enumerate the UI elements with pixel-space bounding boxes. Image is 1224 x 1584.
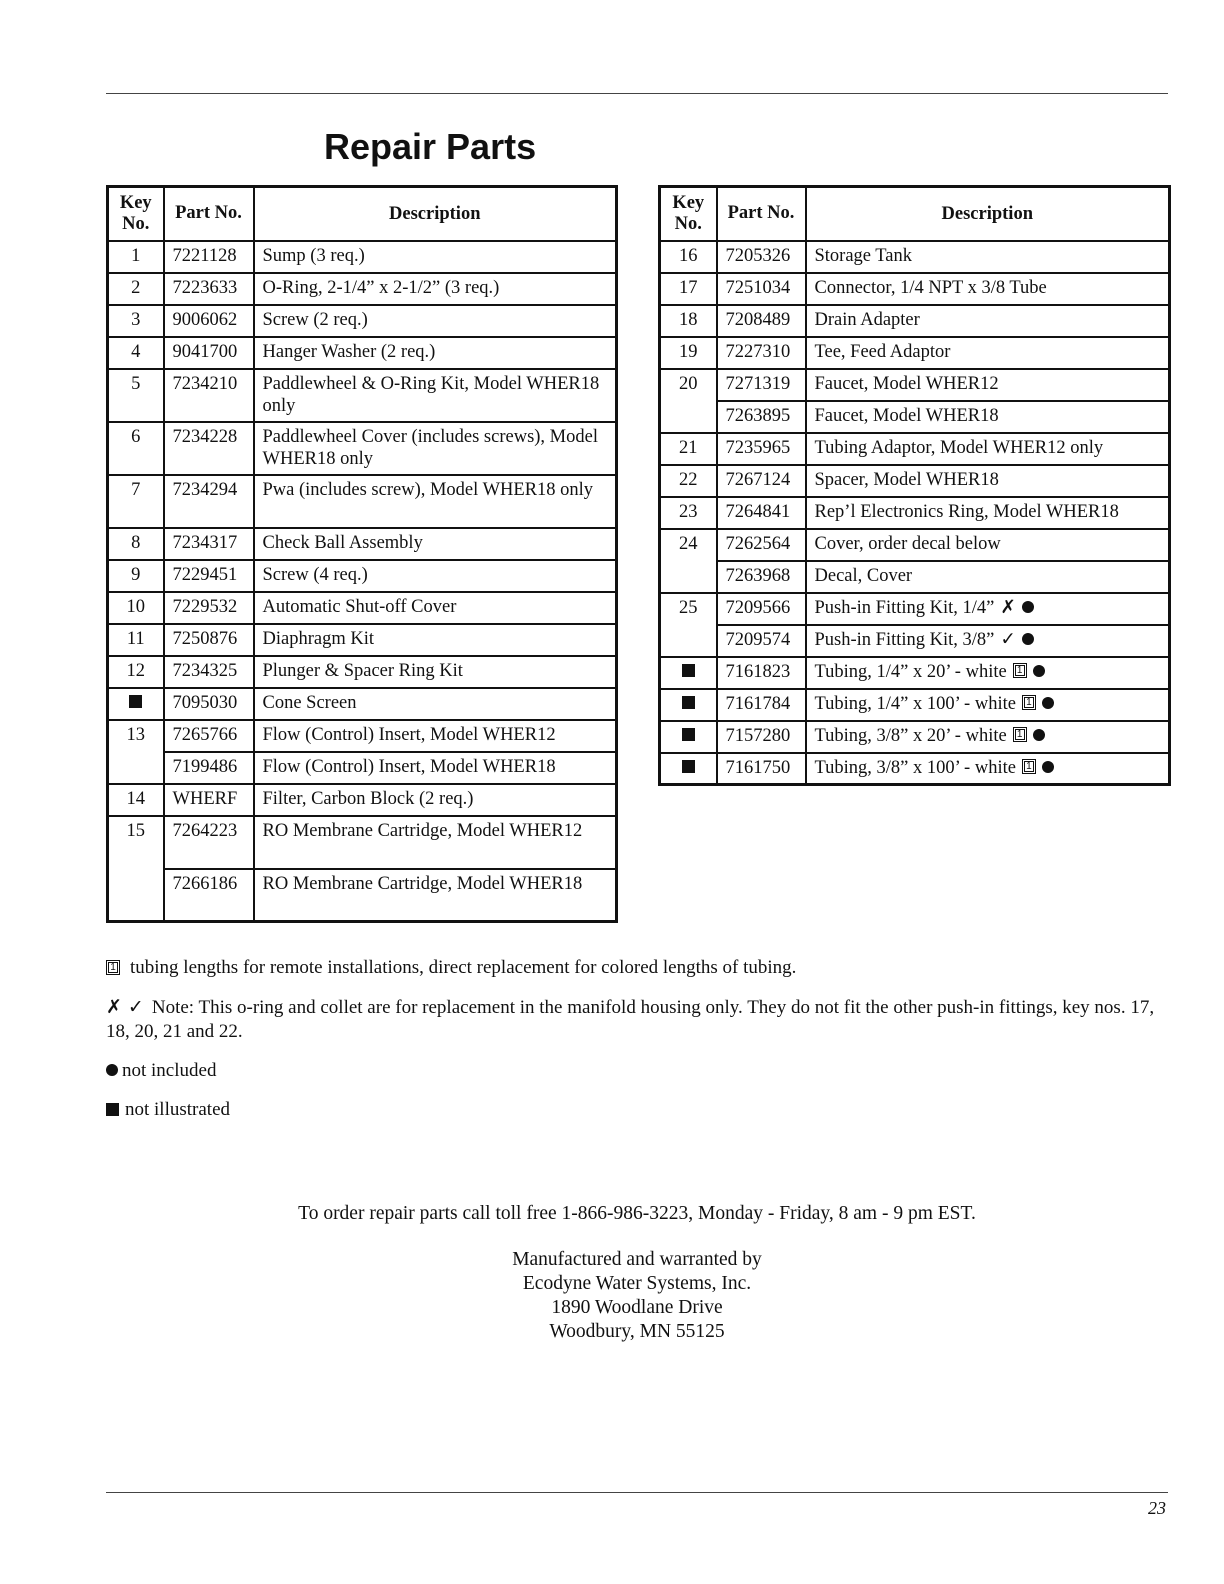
table-row xyxy=(108,624,617,656)
not-illustrated-square-icon xyxy=(129,695,142,708)
not-illustrated-square-icon xyxy=(682,728,695,741)
manufacturer-line: Woodbury, MN 55125 xyxy=(549,1321,725,1342)
part-cell: 7229451 xyxy=(164,560,254,592)
description-cell: Automatic Shut-off Cover xyxy=(254,592,617,624)
part-cell: 7209566 xyxy=(717,593,806,625)
key-cell: 9 xyxy=(108,560,164,592)
part-cell: 7234228 xyxy=(164,422,254,475)
table-row xyxy=(108,337,617,369)
description-cell: Drain Adapter xyxy=(806,305,1170,337)
description-cell: Connector, 1/4 NPT x 3/8 Tube xyxy=(806,273,1170,305)
description-cell: Sump (3 req.) xyxy=(254,241,617,273)
table-row xyxy=(660,529,1170,561)
not-illustrated-square-icon xyxy=(682,696,695,709)
boxed-one-icon: 1 xyxy=(1013,727,1027,742)
top-rule xyxy=(106,93,1168,94)
part-cell: 7161750 xyxy=(717,753,806,785)
description-cell: Check Ball Assembly xyxy=(254,528,617,560)
part-cell: 7262564 xyxy=(717,529,806,561)
part-cell: 7264223 xyxy=(164,816,254,869)
key-cell: 16 xyxy=(660,241,717,273)
description-cell: Flow (Control) Insert, Model WHER12 xyxy=(254,720,617,752)
not-illustrated-square-icon xyxy=(682,664,695,677)
description-cell xyxy=(806,753,1170,785)
part-cell: 7205326 xyxy=(717,241,806,273)
manufacturer-line: Ecodyne Water Systems, Inc. xyxy=(522,1273,752,1294)
description-cell: Plunger & Spacer Ring Kit xyxy=(254,656,617,688)
description-cell: Faucet, Model WHER18 xyxy=(806,401,1170,433)
not-included-dot-icon xyxy=(1033,729,1045,741)
header-description: Description xyxy=(254,187,617,241)
not-illustrated-square-icon xyxy=(106,1103,119,1116)
part-cell: 7234317 xyxy=(164,528,254,560)
table-row xyxy=(108,241,617,273)
description-cell: RO Membrane Cartridge, Model WHER12 xyxy=(254,816,617,869)
key-cell: 13 xyxy=(108,720,164,784)
header-key: Key No. xyxy=(108,187,164,241)
key-cell: 11 xyxy=(108,624,164,656)
note-not-included xyxy=(106,1059,1170,1083)
key-cell: 17 xyxy=(660,273,717,305)
parts-table-left xyxy=(106,185,618,923)
part-cell: 9006062 xyxy=(164,305,254,337)
description-cell: Cone Screen xyxy=(254,688,617,720)
key-cell: 6 xyxy=(108,422,164,475)
key-cell: 14 xyxy=(108,784,164,816)
table-row xyxy=(108,869,617,922)
part-cell: 7229532 xyxy=(164,592,254,624)
key-cell: 15 xyxy=(108,816,164,922)
table-row xyxy=(660,689,1170,721)
part-cell: 7161823 xyxy=(717,657,806,689)
key-cell: 21 xyxy=(660,433,717,465)
boxed-one-icon: 1 xyxy=(1022,759,1036,774)
boxed-one-icon: 1 xyxy=(106,960,120,975)
x-mark-icon: ✗ xyxy=(1000,596,1016,618)
key-cell: 10 xyxy=(108,592,164,624)
table-row xyxy=(660,305,1170,337)
not-included-dot-icon xyxy=(1042,697,1054,709)
table-row xyxy=(660,273,1170,305)
description-cell: Storage Tank xyxy=(806,241,1170,273)
header-description: Description xyxy=(806,187,1170,241)
part-cell: 7264841 xyxy=(717,497,806,529)
table-row xyxy=(660,401,1170,433)
description-cell: Tubing Adaptor, Model WHER12 only xyxy=(806,433,1170,465)
header-part: Part No. xyxy=(164,187,254,241)
page-number: 23 xyxy=(1148,1498,1166,1518)
part-cell: 7266186 xyxy=(164,869,254,922)
not-included-dot-icon xyxy=(1042,761,1054,773)
table-row xyxy=(108,422,617,475)
not-included-dot-icon xyxy=(1022,601,1034,613)
table-row xyxy=(108,475,617,528)
table-row xyxy=(660,433,1170,465)
note-not-illustrated xyxy=(106,1098,1170,1122)
key-cell: 8 xyxy=(108,528,164,560)
check-mark-icon: ✓ xyxy=(1000,628,1016,650)
note-not-included-text: not included xyxy=(122,1060,217,1081)
part-cell: 7095030 xyxy=(164,688,254,720)
part-cell: 7234210 xyxy=(164,369,254,422)
manufacturer-line: 1890 Woodlane Drive xyxy=(551,1297,723,1318)
note-oring xyxy=(106,995,1170,1044)
not-included-dot-icon xyxy=(1022,633,1034,645)
part-cell: 7208489 xyxy=(717,305,806,337)
table-row xyxy=(108,752,617,784)
description-cell: Decal, Cover xyxy=(806,561,1170,593)
not-illustrated-square-icon xyxy=(682,760,695,773)
header-part: Part No. xyxy=(717,187,806,241)
x-mark-icon: ✗ xyxy=(106,996,122,1018)
note-tubing xyxy=(106,956,1170,980)
table-header-row xyxy=(660,187,1170,241)
description-cell xyxy=(806,689,1170,721)
table-row xyxy=(660,337,1170,369)
description-cell xyxy=(806,625,1170,657)
part-cell: 7234325 xyxy=(164,656,254,688)
description-cell: Flow (Control) Insert, Model WHER18 xyxy=(254,752,617,784)
description-cell: Screw (2 req.) xyxy=(254,305,617,337)
description-cell xyxy=(806,657,1170,689)
description-cell: RO Membrane Cartridge, Model WHER18 xyxy=(254,869,617,922)
part-cell: 9041700 xyxy=(164,337,254,369)
table-row xyxy=(660,369,1170,401)
table-row xyxy=(660,721,1170,753)
description-cell: Faucet, Model WHER12 xyxy=(806,369,1170,401)
manufacturer-line: Manufactured and warranted by xyxy=(512,1249,762,1270)
key-cell xyxy=(660,721,717,753)
key-cell xyxy=(108,688,164,720)
part-cell: 7265766 xyxy=(164,720,254,752)
key-cell: 5 xyxy=(108,369,164,422)
description-text: Tubing, 3/8” x 100’ - white xyxy=(814,757,1016,778)
table-row xyxy=(660,561,1170,593)
key-cell: 24 xyxy=(660,529,717,593)
description-cell: Filter, Carbon Block (2 req.) xyxy=(254,784,617,816)
table-row xyxy=(660,593,1170,625)
key-cell: 7 xyxy=(108,475,164,528)
part-cell: 7271319 xyxy=(717,369,806,401)
description-text: Tubing, 1/4” x 20’ - white xyxy=(814,661,1007,682)
table-row xyxy=(108,784,617,816)
table-row xyxy=(108,656,617,688)
table-row xyxy=(108,273,617,305)
key-cell: 22 xyxy=(660,465,717,497)
note-oring-text: Note: This o-ring and collet are for replacement in the manifold housing only. They do not fit the other push-in fittings, key nos. 17, 18, 20, 21 and 22. xyxy=(106,997,1155,1042)
table-row xyxy=(108,688,617,720)
bottom-rule xyxy=(106,1492,1168,1493)
description-text: Tubing, 3/8” x 20’ - white xyxy=(814,725,1007,746)
key-cell xyxy=(660,657,717,689)
not-included-dot-icon xyxy=(106,1064,118,1076)
part-cell: WHERF xyxy=(164,784,254,816)
description-cell: Paddlewheel & O-Ring Kit, Model WHER18 only xyxy=(254,369,617,422)
order-info: To order repair parts call toll free 1-866-986-3223, Monday - Friday, 8 am - 9 pm EST. xyxy=(298,1203,976,1224)
table-row xyxy=(108,720,617,752)
part-cell: 7209574 xyxy=(717,625,806,657)
key-cell: 3 xyxy=(108,305,164,337)
part-cell: 7267124 xyxy=(717,465,806,497)
note-not-illustrated-text: not illustrated xyxy=(125,1099,231,1120)
description-cell: Screw (4 req.) xyxy=(254,560,617,592)
description-cell: O-Ring, 2-1/4” x 2-1/2” (3 req.) xyxy=(254,273,617,305)
part-cell: 7263895 xyxy=(717,401,806,433)
manufacturer-info xyxy=(106,1248,1168,1344)
table-row xyxy=(108,305,617,337)
description-cell: Rep’l Electronics Ring, Model WHER18 xyxy=(806,497,1170,529)
description-cell: Pwa (includes screw), Model WHER18 only xyxy=(254,475,617,528)
description-cell: Diaphragm Kit xyxy=(254,624,617,656)
key-cell xyxy=(660,689,717,721)
key-cell: 2 xyxy=(108,273,164,305)
description-cell: Cover, order decal below xyxy=(806,529,1170,561)
key-cell xyxy=(660,753,717,785)
description-text: Push-in Fitting Kit, 1/4” xyxy=(814,597,995,618)
table-row xyxy=(660,465,1170,497)
key-cell: 23 xyxy=(660,497,717,529)
table-row xyxy=(660,625,1170,657)
table-row xyxy=(108,816,617,869)
part-cell: 7161784 xyxy=(717,689,806,721)
description-cell: Hanger Washer (2 req.) xyxy=(254,337,617,369)
check-mark-icon: ✓ xyxy=(127,996,144,1018)
part-cell: 7234294 xyxy=(164,475,254,528)
table-row xyxy=(108,528,617,560)
part-cell: 7199486 xyxy=(164,752,254,784)
header-key: Key No. xyxy=(660,187,717,241)
key-cell: 4 xyxy=(108,337,164,369)
notes-section xyxy=(106,956,1170,1137)
parts-table-right xyxy=(658,185,1171,786)
page-title: Repair Parts xyxy=(324,126,537,167)
table-row xyxy=(108,560,617,592)
note-tubing-text: tubing lengths for remote installations, direct replacement for colored lengths of tubing. xyxy=(130,957,797,978)
key-cell: 25 xyxy=(660,593,717,657)
part-cell: 7263968 xyxy=(717,561,806,593)
description-cell xyxy=(806,721,1170,753)
description-text: Push-in Fitting Kit, 3/8” xyxy=(814,629,995,650)
table-row xyxy=(660,241,1170,273)
description-cell: Paddlewheel Cover (includes screws), Model WHER18 only xyxy=(254,422,617,475)
description-cell: Spacer, Model WHER18 xyxy=(806,465,1170,497)
description-cell: Tee, Feed Adaptor xyxy=(806,337,1170,369)
part-cell: 7221128 xyxy=(164,241,254,273)
table-row xyxy=(660,753,1170,785)
part-cell: 7157280 xyxy=(717,721,806,753)
key-cell: 20 xyxy=(660,369,717,433)
table-row xyxy=(108,592,617,624)
table-row xyxy=(660,497,1170,529)
key-cell: 12 xyxy=(108,656,164,688)
table-row xyxy=(660,657,1170,689)
table-row xyxy=(108,369,617,422)
part-cell: 7250876 xyxy=(164,624,254,656)
boxed-one-icon: 1 xyxy=(1013,663,1027,678)
table-header-row xyxy=(108,187,617,241)
key-cell: 1 xyxy=(108,241,164,273)
part-cell: 7251034 xyxy=(717,273,806,305)
part-cell: 7235965 xyxy=(717,433,806,465)
part-cell: 7227310 xyxy=(717,337,806,369)
key-cell: 19 xyxy=(660,337,717,369)
boxed-one-icon: 1 xyxy=(1022,695,1036,710)
description-cell xyxy=(806,593,1170,625)
not-included-dot-icon xyxy=(1033,665,1045,677)
part-cell: 7223633 xyxy=(164,273,254,305)
key-cell: 18 xyxy=(660,305,717,337)
description-text: Tubing, 1/4” x 100’ - white xyxy=(814,693,1016,714)
